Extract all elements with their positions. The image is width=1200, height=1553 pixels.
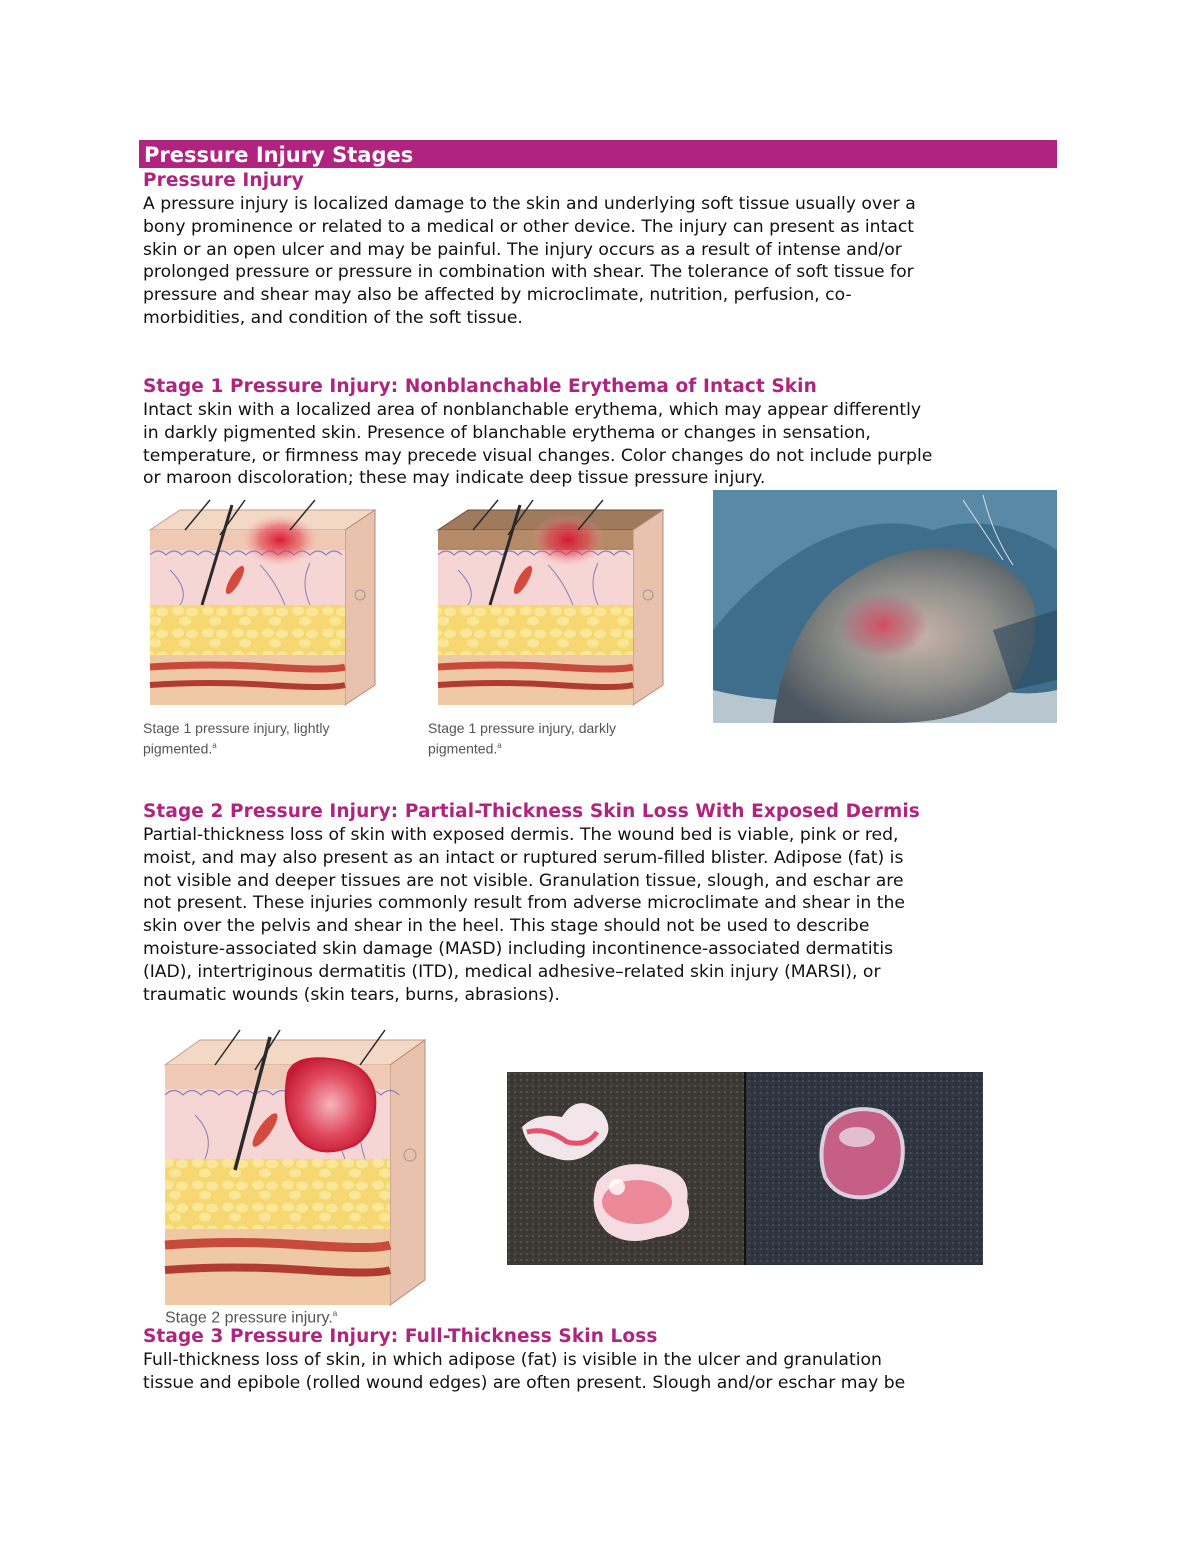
stage2-clinical-photo [507, 1072, 983, 1265]
intro-heading: Pressure Injury [143, 170, 304, 191]
stage1-dark-skin-illustration [428, 495, 673, 710]
stage2-skin-illustration [160, 1025, 450, 1310]
stage2-heading: Stage 2 Pressure Injury: Partial-Thickness Skin Loss With Exposed Dermis [143, 801, 920, 822]
stage1-clinical-photo [713, 490, 1057, 723]
stage2-paragraph: Partial-thickness loss of skin with exposed dermis. The wound bed is viable, pink or red, moist, and may also present as an intact or ruptured serum-filled blister. Adipose (fat) is not visible and deeper tissues are not visible. Granulation tissue, slough, and eschar are not present. These injuries commonly result from adverse microclimate and shear in the skin over the pelvis and shear in the heel. This stage should not be used to describe moisture-associated skin damage (MASD) including incontinence-associated dermatitis (IAD), intertriginous dermatitis (ITD), medical adhesive–related skin injury (MARSI), or traumatic wounds (skin tears, burns, abrasions). [143, 825, 905, 1005]
intro-paragraph: A pressure injury is localized damage to the skin and underlying soft tissue usually over a bony prominence or related to a medical or other device. The injury can present as intact skin or an open ulcer and may be painful. The injury occurs as a result of intense and/or prolonged pressure or pressure in combination with shear. The tolerance of soft tissue for pressure and shear may also be affected by microclimate, nutrition, perfusion, co- morbidities, and condition of the soft tissue. [143, 194, 916, 328]
stage1-light-skin-illustration [140, 495, 385, 710]
stage3-heading: Stage 3 Pressure Injury: Full-Thickness Skin Loss [143, 1326, 658, 1347]
stage1-paragraph: Intact skin with a localized area of nonblanchable erythema, which may appear differently in darkly pigmented skin. Presence of blanchable erythema or changes in sensation, temperature, or firmness may precede visual changes. Color changes do not include purple or maroon discoloration; these may indicate deep tissue pressure injury. [143, 400, 933, 489]
page-title: Pressure Injury Stages [139, 140, 1057, 168]
stage1-heading: Stage 1 Pressure Injury: Nonblanchable Erythema of Intact Skin [143, 376, 817, 397]
stage2-caption: Stage 2 pressure injury.$^a$ [165, 1309, 338, 1327]
stage3-paragraph: Full-thickness loss of skin, in which adipose (fat) is visible in the ulcer and granulation tissue and epibole (rolled wound edges) are often present. Slough and/or eschar may be [143, 1350, 906, 1393]
stage1-light-caption: Stage 1 pressure injury, lightly pigmented.$^a$ [143, 720, 330, 757]
title-rule [1044, 166, 1057, 168]
stage1-dark-caption: Stage 1 pressure injury, darkly pigmented.$^a$ [428, 720, 617, 757]
